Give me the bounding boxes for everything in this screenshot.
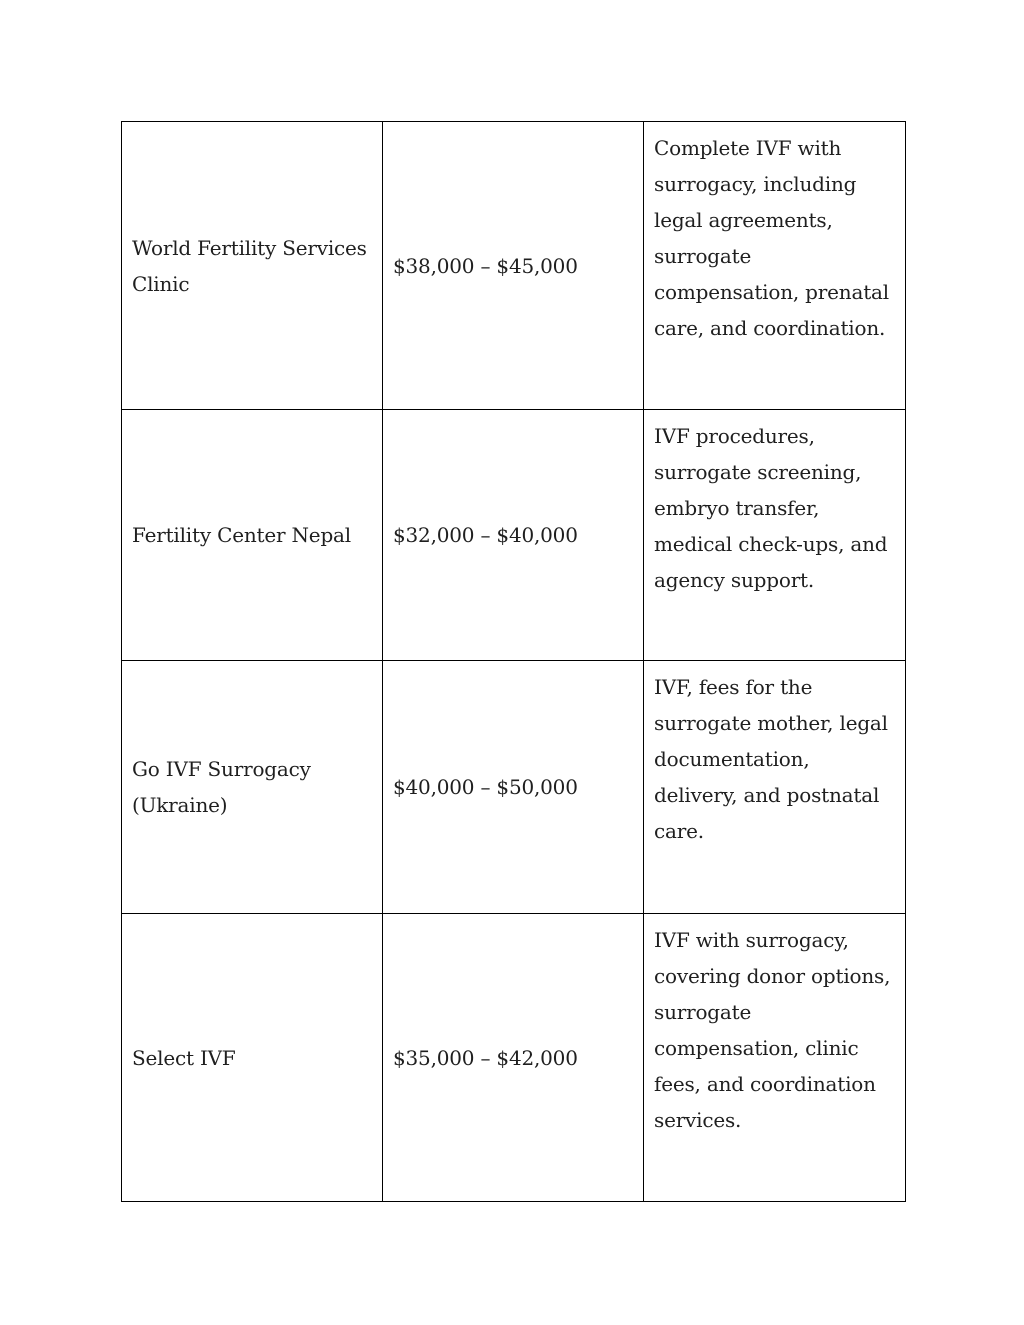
cost-range: $32,000 – $40,000 bbox=[393, 523, 578, 547]
cost-range-cell bbox=[383, 410, 644, 661]
clinic-name: Go IVF Surrogacy (Ukraine) bbox=[132, 757, 311, 817]
inclusions-cell bbox=[644, 410, 906, 661]
clinic-name: Fertility Center Nepal bbox=[132, 523, 351, 547]
table-row bbox=[122, 410, 906, 661]
inclusions-cell bbox=[644, 914, 906, 1202]
cost-range-cell bbox=[383, 914, 644, 1202]
cost-range: $40,000 – $50,000 bbox=[393, 775, 578, 799]
cost-range-cell bbox=[383, 122, 644, 410]
cost-range: $38,000 – $45,000 bbox=[393, 253, 578, 278]
clinic-name: Select IVF bbox=[132, 1045, 236, 1070]
clinic-name-cell bbox=[122, 914, 383, 1202]
cost-range-cell bbox=[383, 661, 644, 914]
clinic-name-cell bbox=[122, 661, 383, 914]
inclusions-cell bbox=[644, 661, 906, 914]
clinic-name-cell bbox=[122, 122, 383, 410]
table-row bbox=[122, 122, 906, 410]
inclusions-text: Complete IVF with surrogacy, including legal agreements, surrogate compensation, prenatal care, and coordination. bbox=[654, 136, 889, 340]
clinic-name: World Fertility Services Clinic bbox=[132, 235, 367, 296]
inclusions-text: IVF, fees for the surrogate mother, legal documentation, delivery, and postnatal care. bbox=[654, 675, 888, 843]
clinic-name-cell bbox=[122, 410, 383, 661]
surrogacy-cost-table bbox=[121, 121, 906, 1202]
inclusions-text: IVF with surrogacy, covering donor options, surrogate compensation, clinic fees, and coordination services. bbox=[654, 928, 891, 1132]
table-row bbox=[122, 914, 906, 1202]
inclusions-text: IVF procedures, surrogate screening, embryo transfer, medical check-ups, and agency support. bbox=[654, 424, 888, 592]
cost-range: $35,000 – $42,000 bbox=[393, 1045, 578, 1070]
table-row bbox=[122, 661, 906, 914]
inclusions-cell bbox=[644, 122, 906, 410]
